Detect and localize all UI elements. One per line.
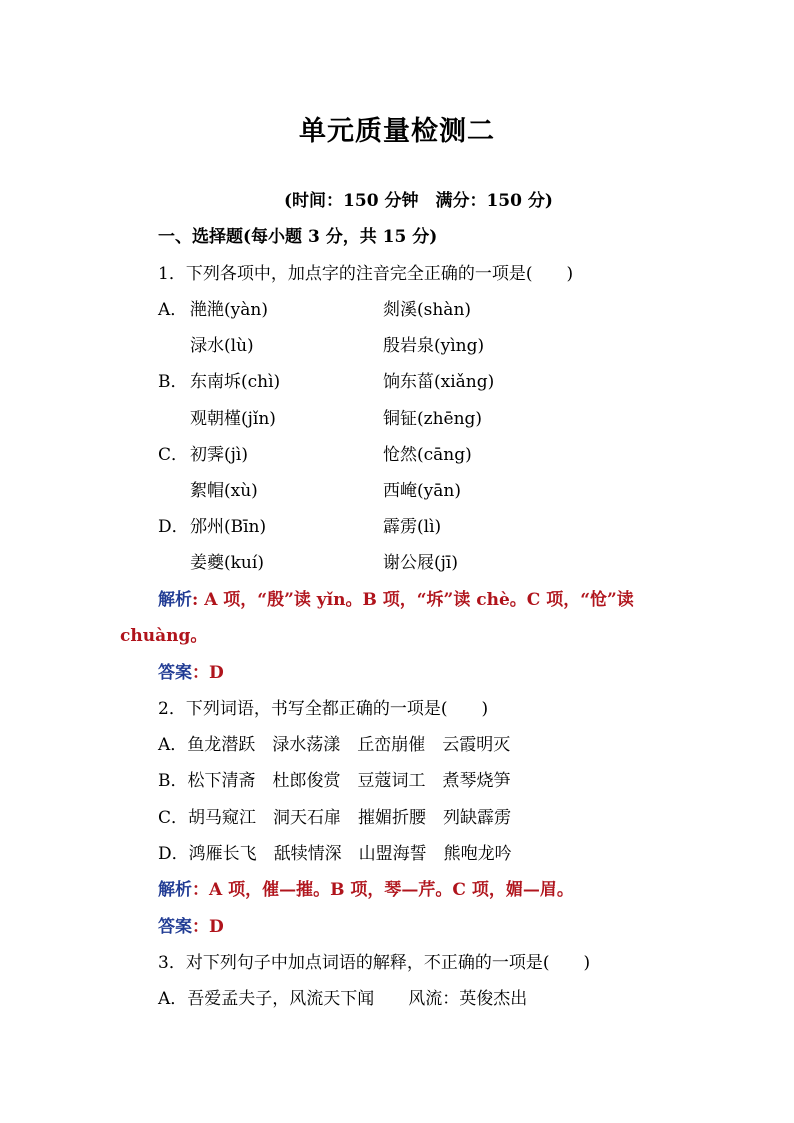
q1-analysis-continued: chuàng。	[120, 626, 208, 646]
answer-label: 答案	[158, 917, 192, 937]
q1-option-item: 怆然(cāng)	[383, 445, 472, 465]
answer-label: 答案	[158, 663, 192, 683]
q1-option-item: 铜钲(zhēng)	[383, 409, 483, 429]
q2-option: D．鸿雁长飞 舐犊情深 山盟海誓 熊咆龙吟	[158, 844, 512, 864]
q1-option-item: 饷东菑(xiǎng)	[383, 372, 495, 392]
q1-option-letter: A．	[158, 300, 188, 320]
q1-option-item: 姜夔(kuí)	[190, 553, 264, 573]
q1-option-item: 殷岩泉(yìng)	[383, 336, 485, 356]
q1-option-letter: D．	[158, 517, 189, 537]
q1-option-item: 霹雳(lì)	[383, 517, 442, 537]
q1-option-item: 絮帽(xù)	[190, 481, 258, 501]
q3-option: A．吾爱孟夫子，风流天下闻 风流：英俊杰出	[158, 989, 528, 1009]
question-3-stem: 3．对下列句子中加点词语的解释，不正确的一项是( )	[158, 953, 591, 973]
q1-option-item: 东南坼(chì)	[190, 372, 281, 392]
subtitle: (时间：150 分钟 满分：150 分)	[284, 191, 553, 211]
q1-option-item: 渌水(lù)	[190, 336, 254, 356]
q1-option-letter: C．	[158, 445, 189, 465]
q2-option: A．鱼龙潜跃 渌水荡漾 丘峦崩催 云霞明灭	[158, 735, 511, 755]
q1-option-item: 剡溪(shàn)	[383, 300, 472, 320]
q2-analysis	[158, 878, 574, 902]
answer-text: ：D	[192, 663, 224, 683]
q2-option: C．胡马窥江 洞天石扉 摧媚折腰 列缺霹雳	[158, 808, 512, 828]
page-title: 单元质量检测二	[299, 116, 495, 147]
section-heading: 一、选择题(每小题 3 分，共 15 分)	[158, 227, 438, 247]
answer-text: ：D	[192, 917, 224, 937]
q1-answer	[158, 661, 224, 685]
q2-answer	[158, 915, 224, 939]
q2-option: B．松下清斋 杜郎俊赏 豆蔻词工 煮琴烧笋	[158, 771, 511, 791]
q1-option-item: 初霁(jì)	[190, 445, 248, 465]
analysis-label: 解析	[158, 880, 192, 900]
analysis-text: : A 项，“殷”读 yǐn。B 项，“坼”读 chè。C 项，“怆”读	[192, 590, 634, 610]
q1-option-letter: B．	[158, 372, 188, 392]
question-2-stem: 2．下列词语，书写全都正确的一项是( )	[158, 699, 489, 719]
q1-option-item: 邠州(Bīn)	[190, 517, 267, 537]
q1-analysis	[158, 588, 634, 612]
q1-option-item: 谢公屐(jī)	[383, 553, 458, 573]
question-1-stem: 1．下列各项中，加点字的注音完全正确的一项是( )	[158, 264, 574, 284]
q1-option-item: 观朝槿(jǐn)	[190, 409, 276, 429]
analysis-text: ：A 项，催—摧。B 项，琴—芹。C 项，媚—眉。	[192, 880, 574, 900]
analysis-label: 解析	[158, 590, 192, 610]
q1-option-item: 西崦(yān)	[383, 481, 461, 501]
q1-option-item: 滟滟(yàn)	[190, 300, 268, 320]
